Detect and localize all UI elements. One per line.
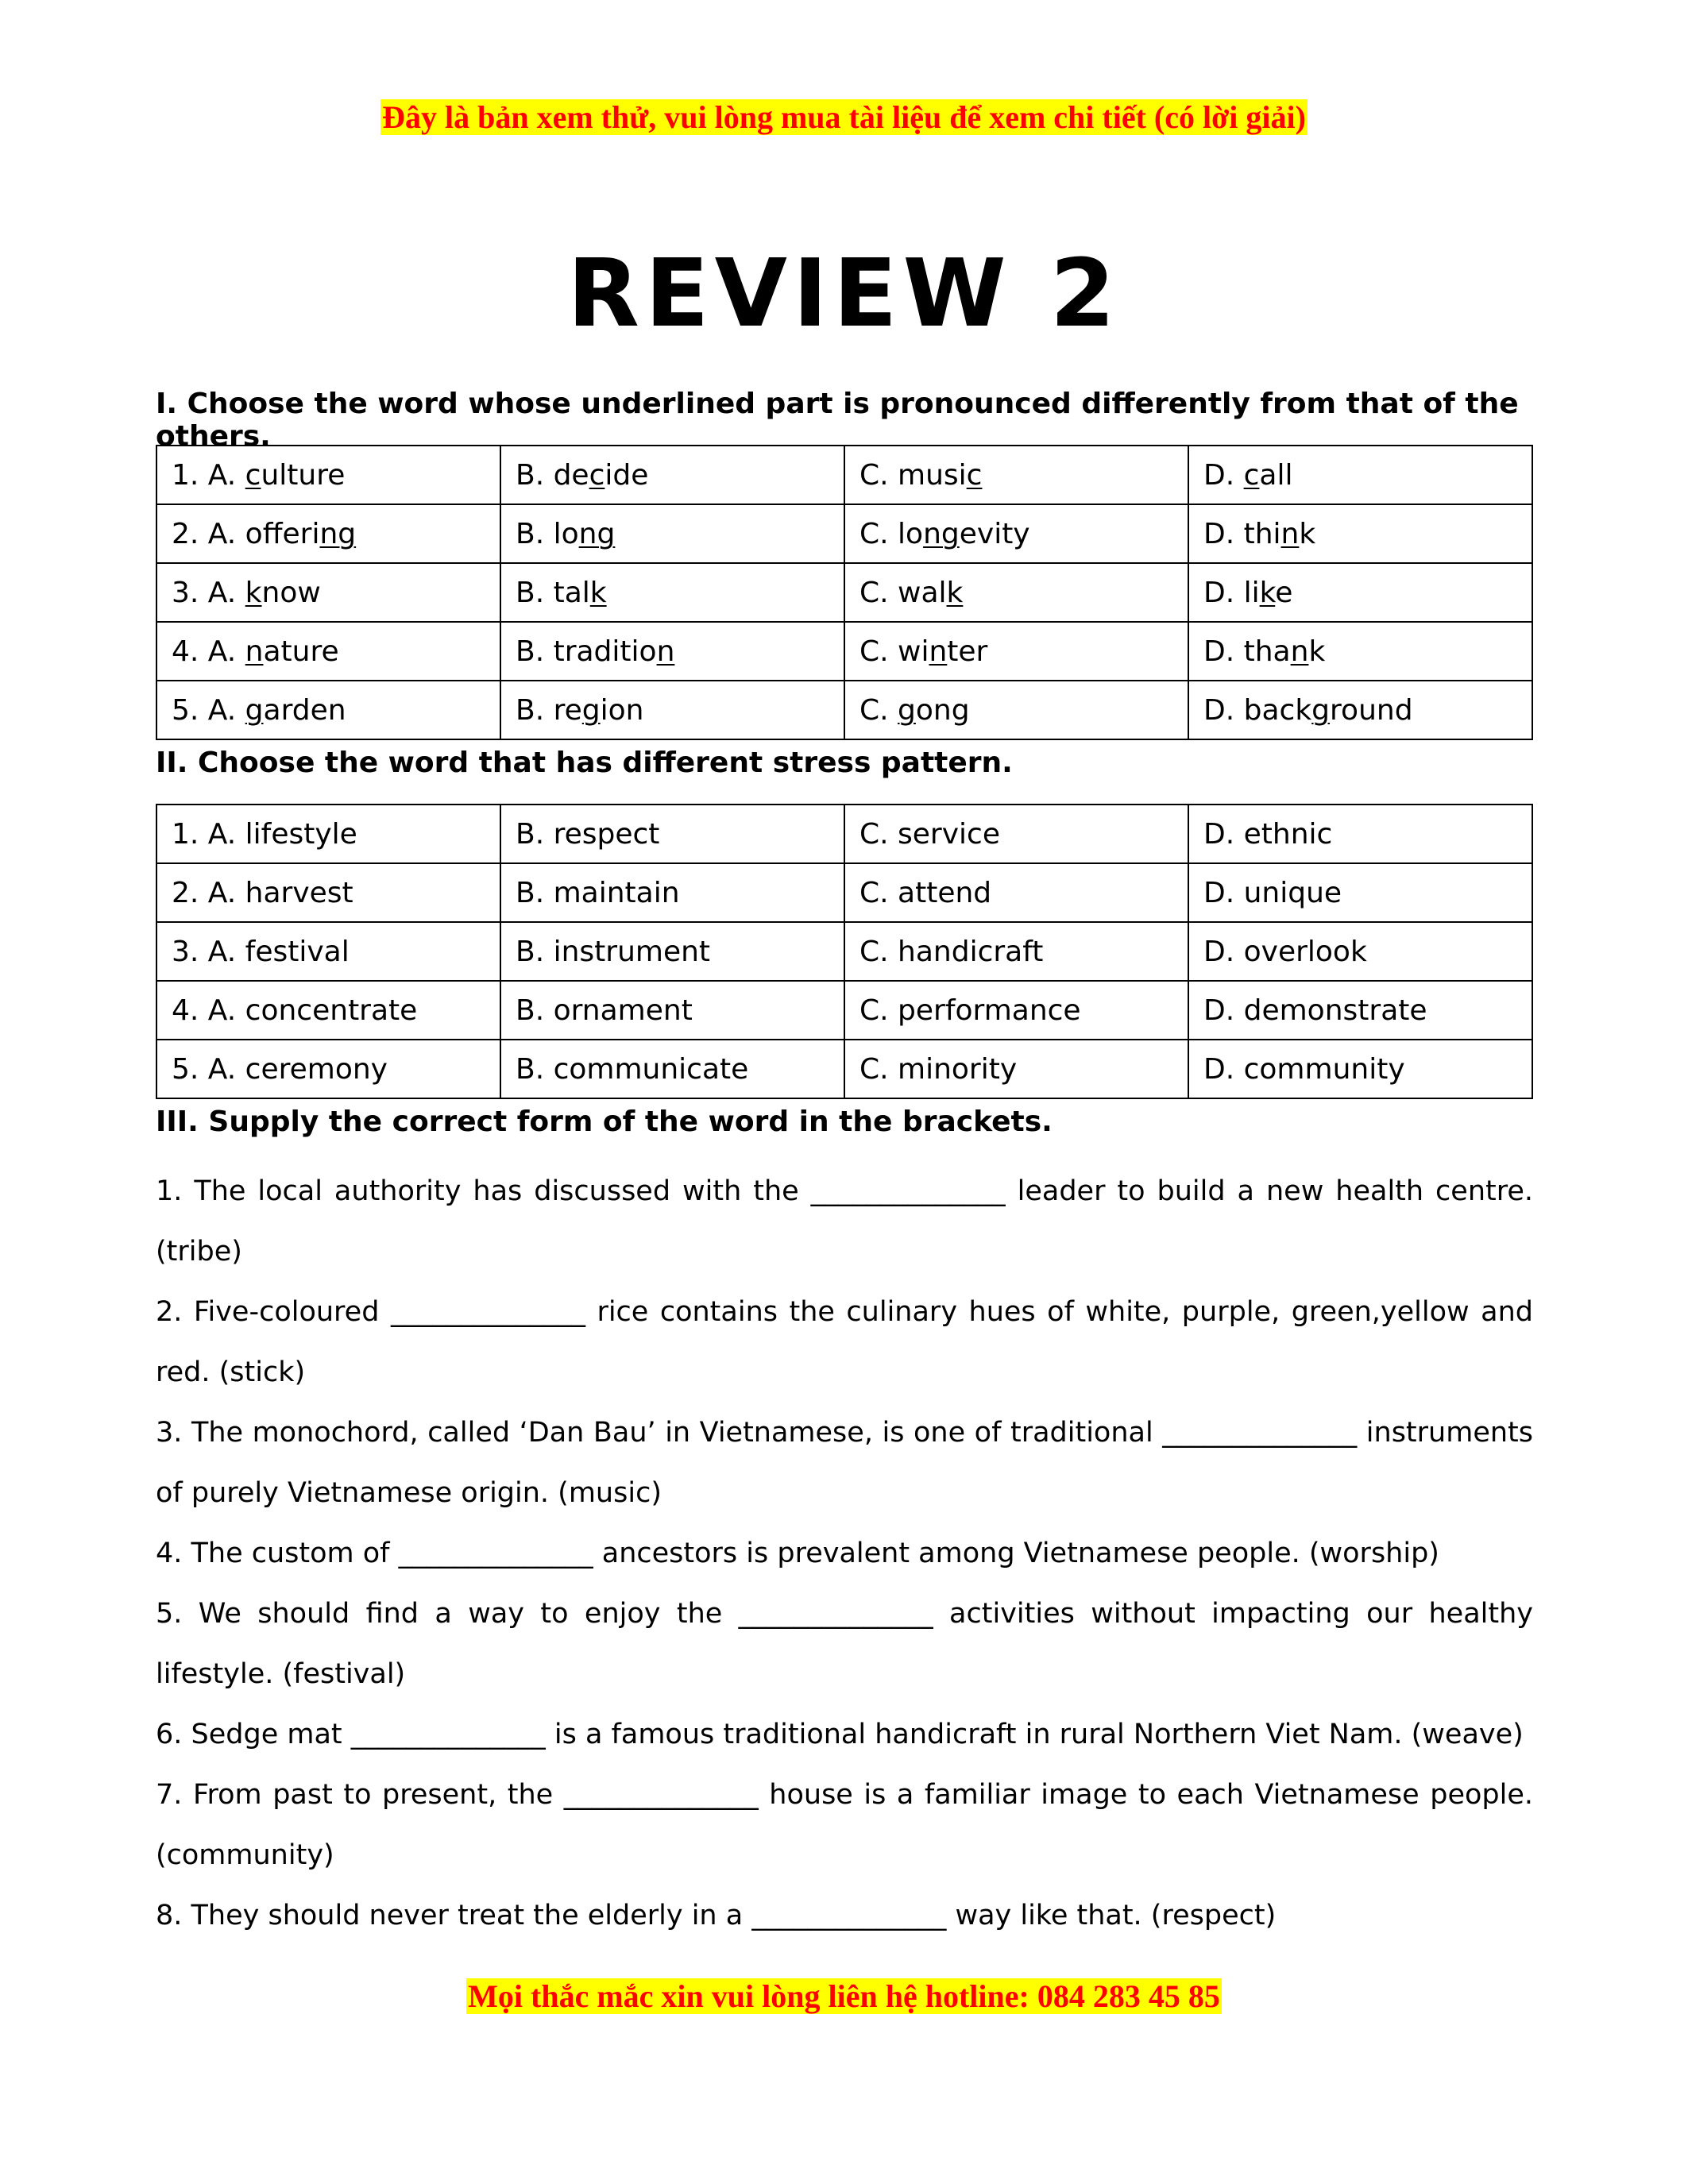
- page-title: REVIEW 2: [567, 238, 1121, 348]
- table-row: [156, 1040, 1532, 1098]
- question-item: [156, 1282, 1533, 1403]
- option-cell: B. instrument: [500, 922, 844, 981]
- option-cell: [156, 446, 500, 504]
- option-text: now: [261, 576, 321, 609]
- underlined-part: k: [589, 576, 607, 609]
- stress-pattern-table: [156, 804, 1533, 1099]
- question-text: leader to build a new health centre. (tribe): [156, 1175, 1534, 1268]
- option-cell: B. communicate: [500, 1040, 844, 1098]
- section-1-heading: I. Choose the word whose underlined part is pronounced differently from that of the others.: [156, 388, 1519, 453]
- option-text: B. de: [516, 458, 589, 492]
- table-row: [156, 981, 1532, 1040]
- option-cell: [1188, 504, 1532, 563]
- underlined-part: n: [1290, 635, 1309, 668]
- option-text: B. lo: [516, 517, 579, 550]
- question-item: [156, 1584, 1533, 1704]
- underlined-part: ng: [923, 517, 960, 550]
- option-cell: B. respect: [500, 805, 844, 863]
- option-cell: 4. A. concentrate: [156, 981, 500, 1040]
- option-text: ong: [915, 693, 970, 727]
- question-text: house is a familiar image to each Vietnamese people. (community): [156, 1779, 1533, 1871]
- question-text: is a famous traditional handicraft in rural Northern Viet Nam. (weave): [545, 1719, 1524, 1750]
- answer-blank: ______________: [398, 1538, 593, 1569]
- underlined-part: g: [1311, 693, 1331, 727]
- option-cell: [500, 446, 844, 504]
- preview-notice-banner: [0, 98, 1688, 136]
- option-cell: [844, 446, 1188, 504]
- question-item: [156, 1885, 1533, 1946]
- option-text: D. back: [1203, 693, 1312, 727]
- option-text: evity: [959, 517, 1030, 550]
- option-text: D. tha: [1203, 635, 1291, 668]
- option-text: ature: [263, 635, 339, 668]
- option-text: round: [1330, 693, 1413, 727]
- option-text: B. traditio: [516, 635, 657, 668]
- question-text: instruments of purely Vietnamese origin. (music): [156, 1417, 1533, 1509]
- option-text: C. wi: [859, 635, 929, 668]
- option-text: C. wal: [859, 576, 947, 609]
- underlined-part: g: [581, 693, 601, 727]
- option-text: ter: [947, 635, 988, 668]
- option-cell: C. handicraft: [844, 922, 1188, 981]
- question-text: activities without impacting our healthy lifestyle. (festival): [156, 1598, 1533, 1690]
- underlined-part: k: [1259, 576, 1276, 609]
- underlined-part: c: [1243, 458, 1260, 492]
- option-cell: D. ethnic: [1188, 805, 1532, 863]
- option-cell: 2. A. harvest: [156, 863, 500, 922]
- option-text: D.: [1203, 458, 1244, 492]
- question-item: [156, 1765, 1533, 1885]
- option-text: C. musi: [859, 458, 967, 492]
- underlined-part: ng: [578, 517, 616, 550]
- answer-blank: ______________: [1162, 1417, 1358, 1449]
- underlined-part: n: [1280, 517, 1300, 550]
- option-text: 4. A.: [172, 635, 245, 668]
- answer-blank: ______________: [751, 1900, 947, 1931]
- option-cell: [156, 681, 500, 739]
- question-text: 1. The local authority has discussed with the: [156, 1175, 811, 1207]
- option-cell: B. ornament: [500, 981, 844, 1040]
- hotline-text: Mọi thắc mắc xin vui lòng liên hệ hotline: 084 283 45 85: [468, 1978, 1220, 2014]
- question-item: [156, 1403, 1533, 1523]
- option-text: 1. A.: [172, 458, 245, 492]
- answer-blank: ______________: [390, 1296, 585, 1328]
- question-text: 6. Sedge mat: [156, 1719, 351, 1750]
- pronunciation-table: [156, 445, 1533, 740]
- option-cell: [500, 563, 844, 622]
- option-cell: [844, 504, 1188, 563]
- option-text: k: [1308, 635, 1326, 668]
- word-form-questions: [156, 1161, 1533, 1946]
- question-item: [156, 1523, 1533, 1584]
- option-cell: C. performance: [844, 981, 1188, 1040]
- option-text: B. tal: [516, 576, 590, 609]
- option-text: e: [1275, 576, 1293, 609]
- table-row: [156, 563, 1532, 622]
- option-cell: C. service: [844, 805, 1188, 863]
- section-2-heading: II. Choose the word that has different stress pattern.: [156, 747, 1013, 779]
- option-text: all: [1259, 458, 1293, 492]
- question-text: 4. The custom of: [156, 1538, 399, 1569]
- option-cell: 1. A. lifestyle: [156, 805, 500, 863]
- option-cell: [500, 622, 844, 681]
- question-text: 7. From past to present, the: [156, 1779, 564, 1811]
- option-cell: D. unique: [1188, 863, 1532, 922]
- question-text: 3. The monochord, called ‘Dan Bau’ in Vietnamese, is one of traditional: [156, 1417, 1163, 1449]
- underlined-part: k: [946, 576, 964, 609]
- option-cell: [1188, 681, 1532, 739]
- question-text: rice contains the culinary hues of white, purple, green,yellow and red. (stick): [156, 1296, 1533, 1388]
- table-row: [156, 446, 1532, 504]
- question-text: way like that. (respect): [946, 1900, 1277, 1931]
- option-text: 3. A.: [172, 576, 245, 609]
- option-text: ion: [600, 693, 644, 727]
- option-cell: C. minority: [844, 1040, 1188, 1098]
- answer-blank: ______________: [810, 1175, 1006, 1207]
- section-3-heading: III. Supply the correct form of the word in the brackets.: [156, 1106, 1053, 1138]
- underlined-part: g: [898, 693, 916, 727]
- option-cell: [156, 622, 500, 681]
- option-cell: D. demonstrate: [1188, 981, 1532, 1040]
- option-text: arden: [263, 693, 346, 727]
- option-cell: [500, 681, 844, 739]
- underlined-part: c: [245, 458, 261, 492]
- option-text: C. lo: [859, 517, 924, 550]
- answer-blank: ______________: [563, 1779, 759, 1811]
- underlined-part: n: [929, 635, 948, 668]
- underlined-part: n: [656, 635, 675, 668]
- question-item: [156, 1704, 1533, 1765]
- underlined-part: n: [245, 635, 264, 668]
- table-row: [156, 922, 1532, 981]
- table-row: [156, 622, 1532, 681]
- underlined-part: c: [966, 458, 983, 492]
- option-cell: [844, 681, 1188, 739]
- hotline-banner: [0, 1978, 1688, 2015]
- option-cell: B. maintain: [500, 863, 844, 922]
- option-cell: [1188, 622, 1532, 681]
- table-row: [156, 863, 1532, 922]
- option-cell: [844, 563, 1188, 622]
- answer-blank: ______________: [350, 1719, 546, 1750]
- table-row: [156, 504, 1532, 563]
- question-item: [156, 1161, 1533, 1282]
- option-text: ide: [605, 458, 649, 492]
- option-text: 2. A. offeri: [172, 517, 320, 550]
- table-row: [156, 805, 1532, 863]
- option-text: ulture: [261, 458, 346, 492]
- answer-blank: ______________: [738, 1598, 933, 1630]
- option-cell: [500, 504, 844, 563]
- option-cell: [1188, 563, 1532, 622]
- question-text: 2. Five-coloured: [156, 1296, 391, 1328]
- preview-notice-text: Đây là bản xem thử, vui lòng mua tài liệu để xem chi tiết (có lời giải): [382, 99, 1306, 135]
- question-text: ancestors is prevalent among Vietnamese people. (worship): [593, 1538, 1439, 1569]
- option-cell: [156, 504, 500, 563]
- underlined-part: k: [245, 576, 262, 609]
- option-cell: 3. A. festival: [156, 922, 500, 981]
- option-text: D. li: [1203, 576, 1260, 609]
- option-cell: [844, 622, 1188, 681]
- option-cell: C. attend: [844, 863, 1188, 922]
- option-text: k: [1299, 517, 1316, 550]
- question-text: 5. We should find a way to enjoy the: [156, 1598, 739, 1630]
- underlined-part: g: [245, 693, 264, 727]
- option-text: D. thi: [1203, 517, 1281, 550]
- option-cell: D. overlook: [1188, 922, 1532, 981]
- option-text: B. re: [516, 693, 582, 727]
- option-cell: [156, 563, 500, 622]
- option-cell: [1188, 446, 1532, 504]
- option-cell: D. community: [1188, 1040, 1532, 1098]
- table-row: [156, 681, 1532, 739]
- underlined-part: ng: [319, 517, 357, 550]
- question-text: 8. They should never treat the elderly in a: [156, 1900, 752, 1931]
- option-cell: 5. A. ceremony: [156, 1040, 500, 1098]
- underlined-part: c: [589, 458, 605, 492]
- option-text: 5. A.: [172, 693, 245, 727]
- option-text: C.: [859, 693, 898, 727]
